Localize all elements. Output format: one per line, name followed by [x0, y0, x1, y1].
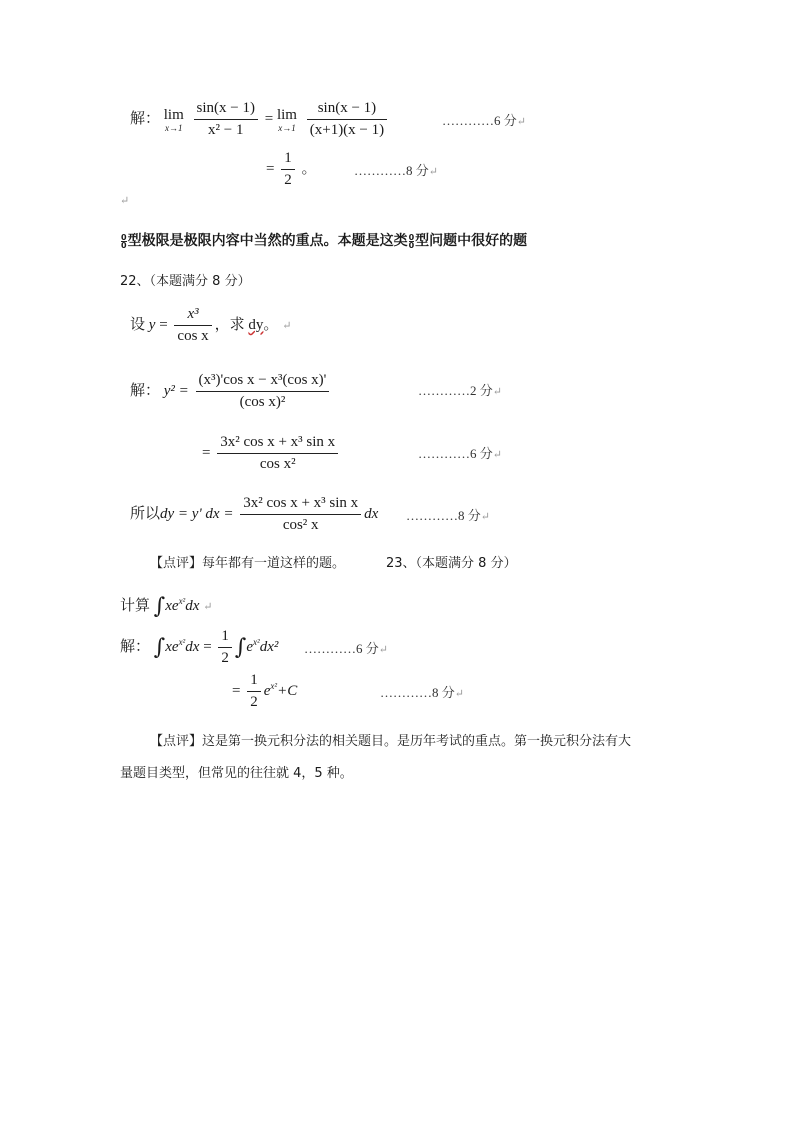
q22-step3: 所以dy = y' dx = $\frac{\text{3x² cos x + x³ sin x}}{\text{cos² x}}$ dx: [130, 495, 379, 533]
return-icon: ↵: [480, 511, 490, 523]
question-heading: 23、（本题满分 8 分）: [386, 556, 517, 571]
q22-step2: = $\frac{\text{3x² cos x + x³ sin x}}{\text{cos x²}}$: [202, 434, 341, 473]
limit-operator: lim x→1: [276, 106, 297, 133]
score-marker: …………6 分↵: [304, 641, 388, 656]
solution-label: 解：: [130, 108, 161, 127]
return-icon: ↵: [428, 166, 438, 178]
fraction: $\frac{\sin(x - 1)}{\text{x² − 1}}$: [194, 100, 258, 139]
fraction: $\frac{1}{2}$: [218, 628, 232, 667]
q23-review-line1: 【点评】这是第一换元积分法的相关题目。是历年考试的重点。第一换元积分法有大: [150, 734, 632, 749]
return-icon: ↵: [378, 644, 388, 656]
score-marker: …………6 分↵: [418, 446, 502, 461]
score-marker: …………6 分↵: [442, 113, 526, 128]
return-icon: ↵: [203, 601, 213, 613]
return-icon: ↵: [454, 688, 464, 700]
integral-icon: ∫: [153, 634, 166, 660]
score-marker: …………2 分↵: [418, 383, 502, 398]
integral-icon: ∫: [234, 634, 247, 660]
return-icon: ↵: [492, 449, 502, 461]
q21-comment: $\frac{0}{0}$ 型极限是极限内容中当然的重点。本题是这类$\frac{0}{0}$ 型问题中很好的题: [121, 232, 528, 250]
q21-step1: 解： lim x→1 $\frac{\sin(x - 1)}{\text{x² − 1}}$ = lim x→1 $\frac{\sin(x - 1)}{(x+1)(x - 1)}$: [130, 100, 390, 139]
fraction: $\frac{\text{x³}}{\text{cos x}}$: [174, 306, 211, 345]
return-icon: ↵: [282, 319, 292, 332]
q23-review-line2: 量题目类型，但常见的往往就 4，5 种。: [120, 766, 353, 781]
score-marker: …………8 分↵: [354, 163, 438, 178]
return-icon: ↵: [516, 116, 526, 128]
q22-step1: 解： y² = $\frac{\text{(x³)'cos x − x³(cos x)'}}{\text{(cos x)²}}$: [130, 372, 332, 411]
q23-prompt: 计算 $\int xe^{x^2}dx$ ↵: [120, 594, 213, 619]
q22-review: 【点评】每年都有一道这样的题。: [150, 556, 346, 571]
limit-operator: lim x→1: [163, 106, 184, 133]
question-heading: 22、（本题满分 8 分）: [120, 274, 251, 289]
fraction: $\frac{\text{(x³)'cos x − x³(cos x)'}}{\text{(cos x)²}}$: [196, 372, 330, 411]
fraction: $\frac{\text{3x² cos x + x³ sin x}}{\text{cos x²}}$: [217, 434, 338, 473]
fraction: $\frac{\sin(x - 1)}{(x+1)(x - 1)}$: [307, 100, 387, 139]
zero-over-zero: $\frac{0}{0}$: [121, 232, 127, 250]
zero-over-zero: $\frac{0}{0}$: [408, 232, 415, 250]
score-marker: …………8 分↵: [406, 508, 490, 523]
q22-prompt: 设 y = $\frac{\text{x³}}{\text{cos x}}$ ，求 dy。 ↵: [130, 306, 292, 344]
q23-step1: 解： $\int xe^{x^2}dx$ = $\frac{1}{2}$ $\int e^{x^2}dx^2$: [120, 628, 279, 666]
score-marker: …………8 分↵: [380, 685, 464, 700]
integral-icon: ∫: [153, 594, 166, 619]
q23-step2: = $\frac{1}{2}$ $e^{x^2}+C$: [232, 672, 298, 710]
q21-step2: = $\frac{1}{2}$ 。: [266, 150, 317, 188]
fraction: $\frac{1}{2}$: [281, 150, 295, 189]
fraction: $\frac{1}{2}$: [247, 672, 261, 711]
fraction: $\frac{\text{3x² cos x + x³ sin x}}{\text{cos² x}}$: [240, 495, 361, 534]
return-icon: ↵: [492, 386, 502, 398]
return-icon: ↵: [120, 194, 130, 207]
